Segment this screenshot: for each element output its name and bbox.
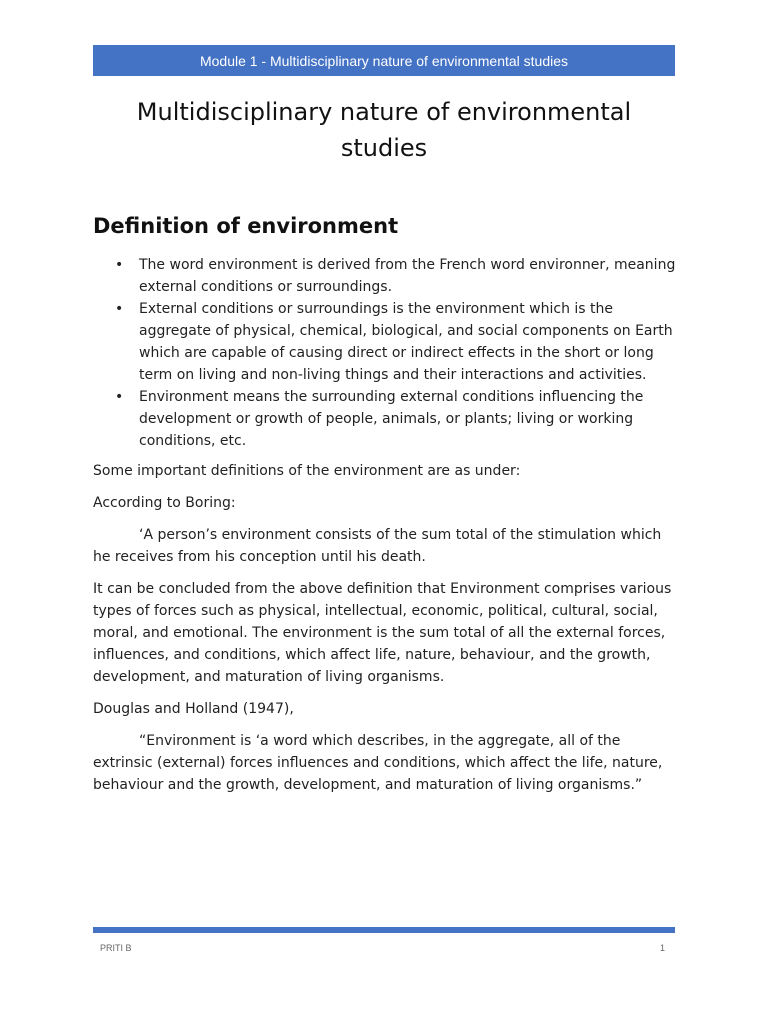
intro-paragraph: Some important definitions of the environment are as under: (93, 463, 521, 479)
module-title: Module 1 - Multidisciplinary nature of environmental studies (199, 52, 569, 69)
bullet-item: • External conditions or surroundings is the environment which is the aggregate of physical, chemical, biological, and social components on Earth which are capable of causing direct or indirect effects in the short or long term on living and non-living things and their interactions and activities. (139, 298, 678, 386)
bullet-item: • Environment means the surrounding external conditions influencing the development or growth of people, animals, or plants; living or working conditions, etc. (139, 386, 678, 452)
douglas-label: Douglas and Holland (1947), (93, 701, 294, 717)
section-heading: Definition of environment (93, 214, 399, 238)
bullet-item: • The word environment is derived from the French word environner, meaning external conditions or surroundings. (139, 254, 678, 298)
document-title-line-2: studies (340, 134, 428, 162)
page-number: 1 (660, 943, 666, 953)
document-title-line-1: Multidisciplinary nature of environmental (136, 98, 632, 126)
footer-author: PRITI B (100, 943, 132, 953)
module-header-bar (93, 45, 675, 76)
douglas-quote: “Environment is ‘a word which describes, in the aggregate, all of the extrinsic (external) forces influences and conditions, which affect the life, nature, behaviour and the growth, development, and maturation of living organisms.” (93, 733, 663, 793)
definition-bullet-list (93, 254, 678, 452)
footer-divider (93, 927, 675, 933)
boring-label: According to Boring: (93, 495, 236, 511)
document-title (93, 94, 675, 166)
boring-quote: ‘A person’s environment consists of the sum total of the stimulation which he receives from his conception until his death. (93, 527, 662, 565)
conclusion-paragraph: It can be concluded from the above definition that Environment comprises various types of forces such as physical, intellectual, economic, political, cultural, social, moral, and emotional. The environment is the sum total of all the external forces, influences, and conditions, which affect life, nature, behaviour, and the growth, development, and maturation of living organisms. (93, 581, 672, 685)
document-body (93, 254, 678, 796)
